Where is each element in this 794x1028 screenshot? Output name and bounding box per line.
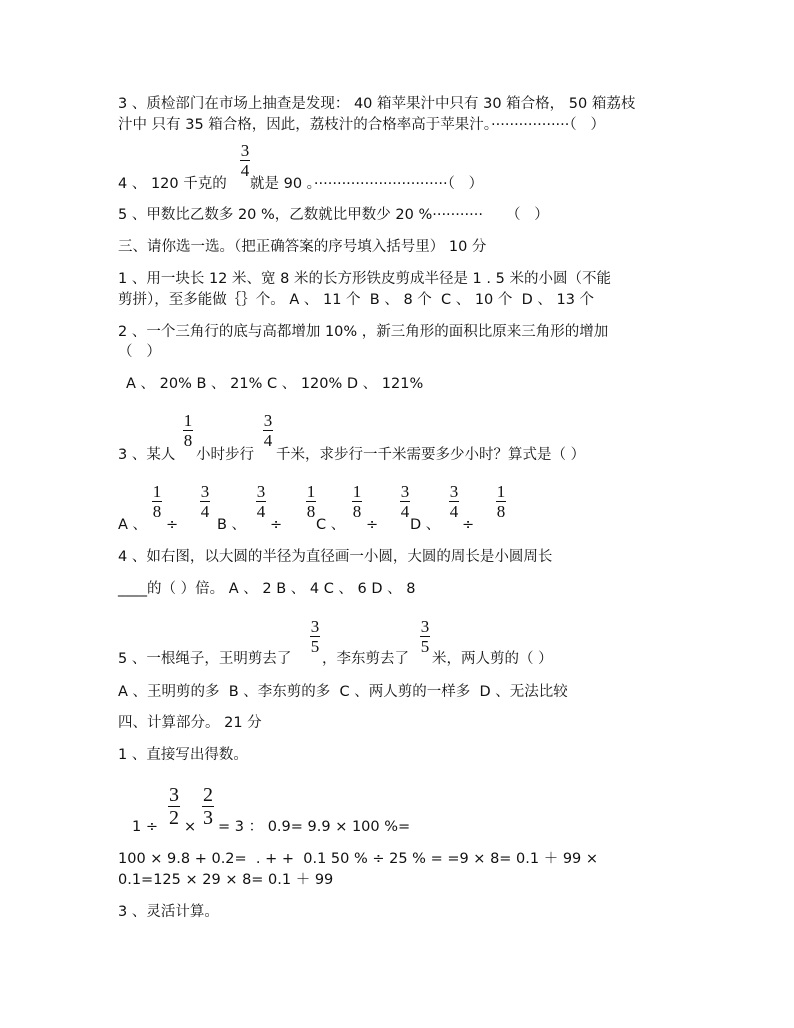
fraction-option-d-1: 3 4 [449,482,459,521]
choice-q2-line2: （ ） [118,344,161,360]
judge-q5: 5 、甲数比乙数多 20 %，乙数就比甲数少 20 %··········· （ ） [118,207,549,223]
divide-sign-a: ÷ [166,517,179,533]
choice-q2-line1: 2 、一个三角行的底与高都增加 10% ，新三角形的面积比原来三角形的增加 [118,324,609,340]
judge-q3-line1: 3 、质检部门在市场上抽查是发现： 40 箱苹果汁中只有 30 箱合格， 50 箱荔枝 [118,96,636,112]
option-d-label: D 、 [410,517,441,533]
fraction-c5-2: 3 5 [420,617,430,656]
calc-q2-line1: 100 × 9.8 + 0.2= . + + 0.1 50 % ÷ 25 % = =9 × 8= 0.1 ＋ 99 × [118,851,599,867]
fraction-c3-2: 3 4 [263,411,273,450]
fraction-option-a-1: 1 8 [152,482,162,521]
choice-q3-mid: 小时步行 [196,447,254,463]
fraction-c3-1: 1 8 [183,411,193,450]
option-b-label: B 、 [217,517,247,533]
choice-q1-line1: 1 、用一块长 12 米、宽 8 米的长方形铁皮剪成半径是 1 . 5 米的小圆（不能 [118,271,611,287]
choice-q5-options: A 、王明剪的多 B 、李东剪的多 C 、两人剪的一样多 D 、无法比较 [118,684,568,700]
option-a-label: A 、 [118,517,148,533]
choice-q3-suffix: 千米，求步行一千米需要多少小时？算式是（ ） [276,447,586,463]
section-3-title: 三、请你选一选。（把正确答案的序号填入括号里） 10 分 [118,239,487,255]
choice-q3-prefix: 3 、某人 [118,447,176,463]
divide-sign-d: ÷ [462,517,475,533]
fraction-calc-1: 3 2 [169,784,179,829]
fraction-q4: 3 4 [240,141,250,180]
divide-sign-c: ÷ [366,517,379,533]
calc-q3-title: 3 、灵活计算。 [118,904,219,920]
fraction-option-d-2: 1 8 [496,482,506,521]
fraction-option-c-2: 3 4 [400,482,410,521]
option-c-label: C 、 [316,517,346,533]
calc-q1-title: 1 、直接写出得数。 [118,747,248,763]
fraction-option-c-1: 1 8 [352,482,362,521]
judge-q4-suffix: 就是 90 。·····························（ ） [250,176,484,192]
choice-q2-options: A 、 20% B 、 21% C 、 120% D 、 121% [126,376,424,392]
calc-q1-prefix: 1 ÷ [132,819,158,835]
choice-q1-line2: 剪拼），至多能做｛｝个。 A 、 11 个 B 、 8 个 C 、 10 个 D 、 13 个 [118,292,595,308]
fraction-option-b-2: 1 8 [306,482,316,521]
fraction-option-b-1: 3 4 [256,482,266,521]
choice-q4-line2: ____的（ ）倍。 A 、 2 B 、 4 C 、 6 D 、 8 [118,581,416,597]
fraction-calc-2: 2 3 [203,784,213,829]
judge-q3-line2: 汁中 只有 35 箱合格，因此，荔枝汁的合格率高于苹果汁。·················（ ） [118,117,605,133]
choice-q5-suffix: 米，两人剪的（ ） [432,651,553,667]
fraction-option-a-2: 3 4 [200,482,210,521]
calc-q1-suffix: = 3 ： 0.9= 9.9 × 100 %= [218,819,411,835]
calc-q2-line2: 0.1=125 × 29 × 8= 0.1 ＋ 99 [118,872,334,888]
divide-sign-b: ÷ [270,517,283,533]
times-sign: × [184,819,197,835]
fraction-c5-1: 3 5 [310,617,320,656]
choice-q4-line1: 4 、如右图，以大圆的半径为直径画一小圆，大圆的周长是小圆周长 [118,549,553,565]
judge-q4-prefix: 4 、 120 千克的 [118,176,227,192]
section-4-title: 四、计算部分。 21 分 [118,715,262,731]
choice-q5-prefix: 5 、一根绳子，王明剪去了 [118,651,292,667]
choice-q5-mid: ，李东剪去了 [322,651,409,667]
